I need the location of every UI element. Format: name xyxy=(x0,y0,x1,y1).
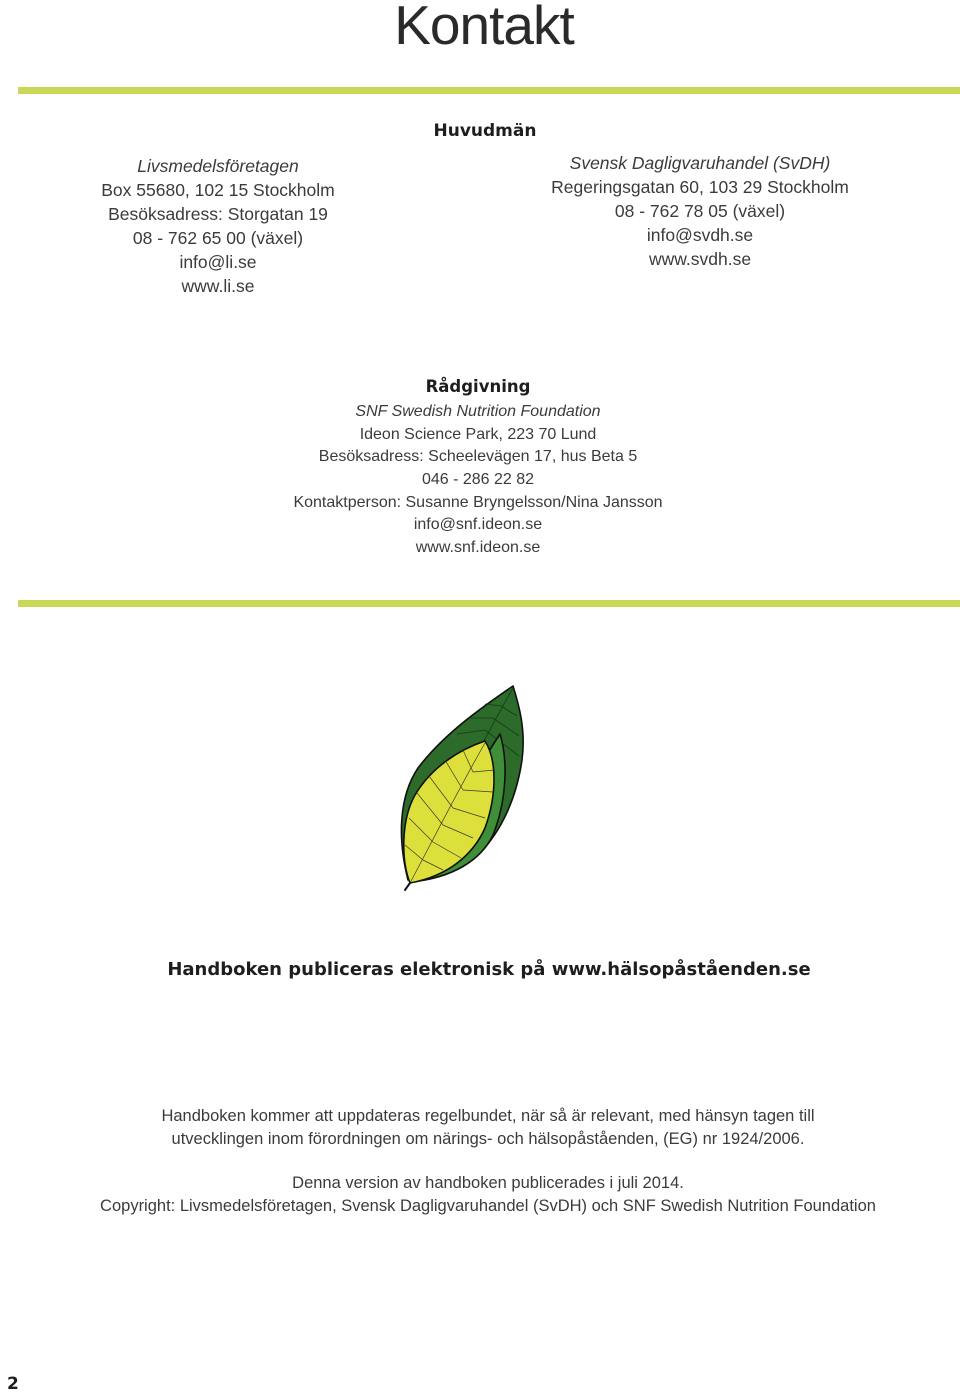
website-url: www.svdh.se xyxy=(648,249,752,269)
leaf-icon xyxy=(393,680,533,892)
publication-headline: Handboken publiceras elektronisk på www.hälsopåståenden.se xyxy=(167,959,811,980)
phone-number: 08 - 762 65 00 (växel) xyxy=(132,228,304,248)
organization-name: Svensk Dagligvaruhandel (SvDH) xyxy=(569,153,831,173)
page-title: Kontakt xyxy=(394,0,574,56)
visiting-address: Besöksadress: Storgatan 19 xyxy=(108,204,328,224)
version-and-copyright xyxy=(16,1172,960,1217)
email-address: info@snf.ideon.se xyxy=(413,516,543,534)
postal-address: Box 55680, 102 15 Stockholm xyxy=(101,180,335,200)
contact-card-snf xyxy=(0,401,956,560)
website-url: www.snf.ideon.se xyxy=(415,539,541,557)
leaf-front xyxy=(404,741,494,883)
contact-card-livsmedelsforetagen xyxy=(18,154,418,298)
email-address: info@svdh.se xyxy=(646,225,754,245)
page-number: 2 xyxy=(7,1374,19,1393)
phone-number: 046 - 286 22 82 xyxy=(421,471,535,489)
copyright-note: Copyright: Livsmedelsföretagen, Svensk Dagligvaruhandel (SvDH) och SNF Swedish Nutrition Foundation xyxy=(100,1196,876,1215)
contact-card-svdh xyxy=(480,151,920,271)
contact-person: Kontaktperson: Susanne Bryngelsson/Nina Jansson xyxy=(293,493,663,511)
website-url: www.li.se xyxy=(181,276,255,296)
section-heading-radgivning: Rådgivning xyxy=(425,377,531,396)
divider-bar-top xyxy=(18,87,960,94)
leaf-stem xyxy=(405,883,410,890)
update-notice-line: Handboken kommer att uppdateras regelbundet, när så är relevant, med hänsyn tagen till xyxy=(161,1107,815,1125)
phone-number: 08 - 762 78 05 (växel) xyxy=(614,201,786,221)
email-address: info@li.se xyxy=(179,252,257,272)
visiting-address: Besöksadress: Scheelevägen 17, hus Beta 5 xyxy=(318,448,638,466)
version-note: Denna version av handboken publicerades i juli 2014. xyxy=(292,1174,684,1192)
organization-name: Livsmedelsföretagen xyxy=(137,156,299,176)
update-notice xyxy=(16,1105,960,1150)
organization-name: SNF Swedish Nutrition Foundation xyxy=(355,403,601,420)
update-notice-line: utvecklingen inom förordningen om närings- och hälsopåståenden, (EG) nr 1924/2006. xyxy=(171,1129,805,1148)
section-heading-huvudman: Huvudmän xyxy=(433,121,537,141)
postal-address: Ideon Science Park, 223 70 Lund xyxy=(359,425,597,443)
postal-address: Regeringsgatan 60, 103 29 Stockholm xyxy=(551,177,849,197)
divider-bar-bottom xyxy=(18,600,960,607)
